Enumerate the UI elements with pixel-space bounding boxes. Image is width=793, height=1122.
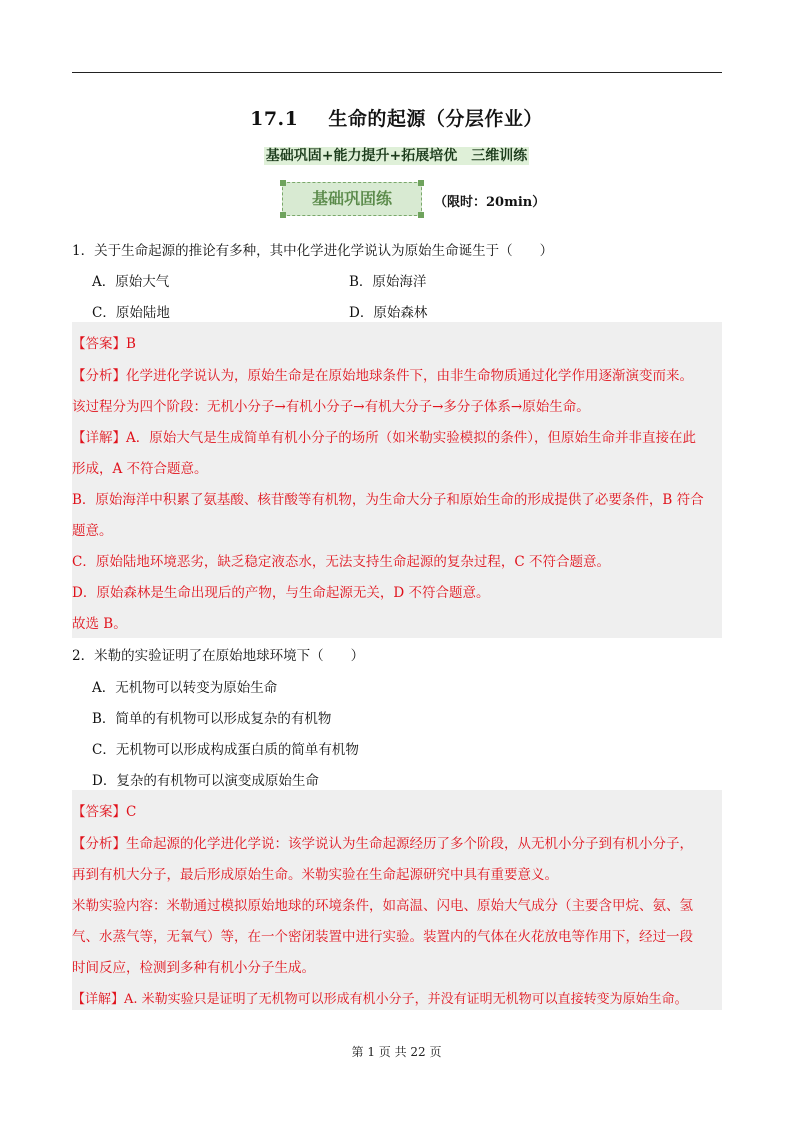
page-subtitle xyxy=(0,145,793,165)
question-1-analysis: 该过程分为四个阶段：无机小分子→有机小分子→有机大分子→多分子体系→原始生命。 xyxy=(72,399,590,415)
question-1-option-b: B．原始海洋 xyxy=(349,274,427,290)
page-title xyxy=(0,104,793,131)
question-2-answer: 【答案】C xyxy=(72,804,137,820)
question-2-detail: 【详解】A. 米勒实验只是证明了无机物可以形成有机小分子，并没有证明无机物可以直接转变为原始生命。 xyxy=(72,992,688,1007)
page-number: 第 1 页 共 22 页 xyxy=(351,1045,442,1059)
question-2-option-b: B．简单的有机物可以形成复杂的有机物 xyxy=(92,711,332,727)
question-1-analysis: 【分析】化学进化学说认为，原始生命是在原始地球条件下，由非生命物质通过化学作用逐渐演变而来。 xyxy=(72,368,693,384)
question-2-analysis: 气、水蒸气等，无氧气）等，在一个密闭装置中进行实验。装置内的气体在火花放电等作用下，经过一段 xyxy=(72,929,693,945)
question-2-analysis: 时间反应，检测到多种有机小分子生成。 xyxy=(72,960,315,976)
question-1-option-d: D．原始森林 xyxy=(349,305,428,321)
badge-corner-icon xyxy=(418,212,424,218)
header-rule xyxy=(72,72,722,73)
subtitle-text: 基础巩固+能力提升+拓展培优 三维训练 xyxy=(265,148,528,164)
question-1-option-c: C．原始陆地 xyxy=(92,305,170,321)
badge-corner-icon xyxy=(280,212,286,218)
question-1-option-a: A．原始大气 xyxy=(92,274,170,290)
question-2-option-d: D．复杂的有机物可以演变成原始生命 xyxy=(92,773,319,789)
question-1-detail: B．原始海洋中积累了氨基酸、核苷酸等有机物，为生命大分子和原始生命的形成提供了必要条件，B 符合 xyxy=(72,492,704,508)
question-1-conclusion: 故选 B。 xyxy=(72,616,127,632)
badge-corner-icon xyxy=(418,180,424,186)
time-limit: （限时：20min） xyxy=(434,195,546,210)
title-number: 17.1 xyxy=(250,108,299,130)
title-text: 生命的起源（分层作业） xyxy=(328,108,543,130)
question-1-detail: 形成，A 不符合题意。 xyxy=(72,461,208,477)
section-badge-label: 基础巩固练 xyxy=(282,182,422,216)
question-2-analysis: 米勒实验内容：米勒通过模拟原始地球的环境条件，如高温、闪电、原始大气成分（主要含甲烷、氨、氢 xyxy=(72,898,693,914)
question-2-analysis: 【分析】生命起源的化学进化学说：该学说认为生命起源经历了多个阶段，从无机小分子到有机小分子， xyxy=(72,836,693,852)
question-1-detail: C．原始陆地环境恶劣，缺乏稳定液态水，无法支持生命起源的复杂过程，C 不符合题意。 xyxy=(72,554,610,570)
question-1-detail: 题意。 xyxy=(72,523,113,539)
question-2-option-a: A．无机物可以转变为原始生命 xyxy=(92,680,278,696)
question-1-detail: D．原始森林是生命出现后的产物，与生命起源无关，D 不符合题意。 xyxy=(72,585,490,601)
question-2-stem: 2．米勒的实验证明了在原始地球环境下（ ） xyxy=(72,648,365,664)
question-2-option-c: C．无机物可以形成构成蛋白质的简单有机物 xyxy=(92,742,359,758)
question-2-analysis: 再到有机大分子，最后形成原始生命。米勒实验在生命起源研究中具有重要意义。 xyxy=(72,867,558,883)
question-1-answer: 【答案】B xyxy=(72,336,136,352)
badge-corner-icon xyxy=(280,180,286,186)
question-1-detail: 【详解】A．原始大气是生成简单有机小分子的场所（如米勒实验模拟的条件），但原始生命并非直接在此 xyxy=(72,430,696,446)
question-1-stem: 1．关于生命起源的推论有多种，其中化学进化学说认为原始生命诞生于（ ） xyxy=(72,243,554,259)
